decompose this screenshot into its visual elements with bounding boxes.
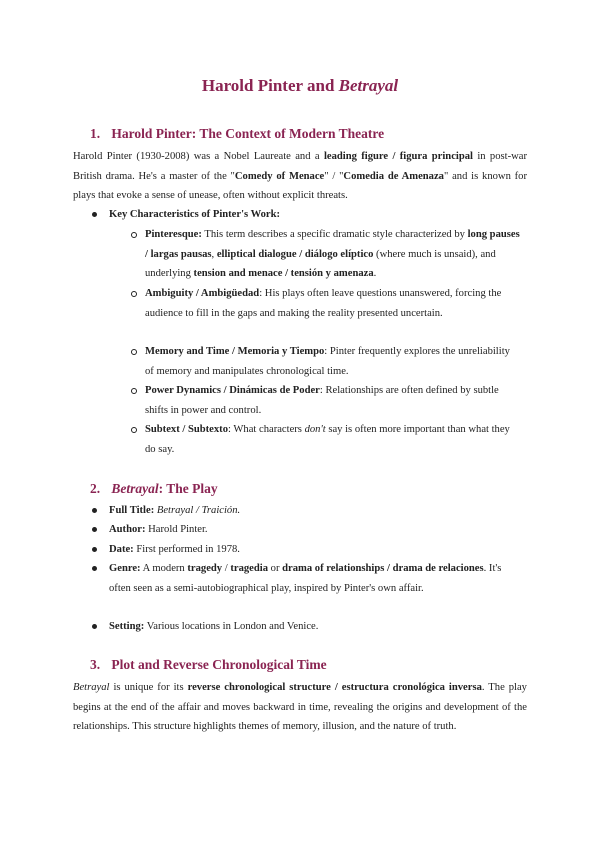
list-item: Power Dynamics / Dinámicas de Poder: Relationships are often defined by subtle shifts in power and control. [145, 385, 499, 416]
section-3-heading [90, 657, 327, 673]
section-1-intro: Harold Pinter (1930-2008) was a Nobel Laureate and a leading figure / figura principal in post-war British drama. He's a master of the "Comedy of Menace" / "Comedia de Amenaza" and is known for plays that evoke a sense of unease, often without explicit threats. [73, 151, 528, 201]
section-number: 3. [90, 657, 101, 672]
section-title: Plot and Reverse Chronological Time [111, 657, 327, 672]
bullet-dot [92, 508, 97, 513]
sub-bullet-circle [131, 349, 137, 355]
section-number: 1. [90, 126, 101, 141]
title-text: Harold Pinter and [201, 76, 339, 95]
list-item: Date: First performed in 1978. [109, 544, 240, 555]
bullet-heading: Key Characteristics of Pinter's Work: [109, 209, 281, 220]
sub-bullet-circle [131, 427, 137, 433]
title-italic: Betrayal [338, 76, 399, 95]
bullet-dot [92, 527, 97, 532]
bullet-dot [92, 624, 97, 629]
section-number: 2. [90, 481, 101, 496]
section-3-paragraph: Betrayal is unique for its reverse chronological structure / estructura cronológica inversa. The play begins at the end of the affair and moves backward in time, revealing the origins and development of the relationships. This structure highlights themes of memory, illusion, and the nature of truth. [73, 682, 527, 732]
document-title [0, 76, 600, 96]
list-item: Full Title: Betrayal / Traición. [109, 505, 241, 516]
list-item: Setting: Various locations in London and Venice. [109, 621, 319, 632]
bullet-dot [92, 566, 97, 571]
list-item: Ambiguity / Ambigüedad: His plays often leave questions unanswered, forcing the audience to fill in the gaps and making the reality presented uncertain. [145, 288, 502, 319]
sub-bullet-circle [131, 232, 137, 238]
section-title-italic: Betrayal [111, 481, 159, 496]
list-item: Author: Harold Pinter. [109, 524, 208, 535]
sub-bullet-circle [131, 291, 137, 297]
list-item: Genre: A modern tragedy / tragedia or drama of relationships / drama de relaciones. It's often seen as a semi-autobiographical play, inspired by Pinter's own affair. [109, 563, 502, 594]
bullet-dot [92, 212, 97, 217]
list-item: Memory and Time / Memoria y Tiempo: Pinter frequently explores the unreliability of memory and manipulates chronological time. [145, 346, 510, 377]
section-2-heading [90, 481, 218, 497]
list-item: Subtext / Subtexto: What characters don't say is often more important than what they do say. [145, 424, 510, 455]
section-title: : The Play [158, 481, 218, 496]
section-title: Harold Pinter: The Context of Modern Theatre [111, 126, 385, 141]
section-1-heading [90, 126, 384, 142]
bullet-dot [92, 547, 97, 552]
list-item: Pinteresque: This term describes a specific dramatic style characterized by long pauses / largas pausas, elliptical dialogue / diálogo elíptico (where much is unsaid), and underlying tension and menace / tensión y amenaza. [145, 229, 520, 279]
sub-bullet-circle [131, 388, 137, 394]
